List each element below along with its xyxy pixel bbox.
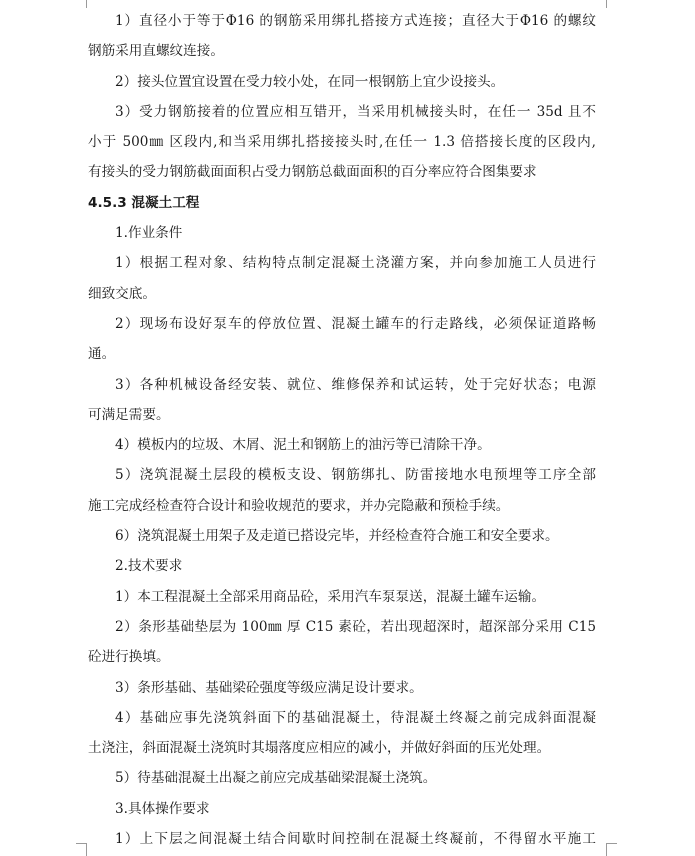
subsection-title: 1.作业条件 — [115, 225, 183, 242]
text-line: 3）各种机械设备经安装、就位、维修保养和试运转，处于完好状态；电源 — [115, 376, 596, 393]
page-corner-mark-top-left — [76, 0, 87, 8]
text-line: 2）现场布设好泵车的停放位置、混凝土罐车的行走路线，必须保证道路畅 — [115, 315, 596, 332]
document-body — [88, 6, 596, 854]
text-line: 1）上下层之间混凝土结合间歇时间控制在混凝土终凝前，不得留水平施工 — [115, 831, 596, 848]
page-corner-mark-top-right — [606, 0, 617, 8]
text-line: 钢筋采用直螺纹连接。 — [88, 43, 224, 60]
text-line: 4）模板内的垃圾、木屑、泥土和钢筋上的油污等已清除干净。 — [115, 437, 491, 454]
text-line: 4）基础应事先浇筑斜面下的基础混凝土，待混凝土终凝之前完成斜面混凝 — [115, 709, 596, 726]
text-line: 1）直径小于等于Φ16 的钢筋采用绑扎搭接方式连接；直径大于Φ16 的螺纹 — [115, 13, 596, 29]
text-line: 细致交底。 — [88, 285, 156, 302]
section-heading: 4.5.3 混凝土工程 — [88, 194, 200, 211]
text-line: 1）本工程混凝土全部采用商品砼，采用汽车泵泵送，混凝土罐车运输。 — [115, 588, 546, 605]
text-line: 3）受力钢筋接着的位置应相互错开，当采用机械接头时，在任一 35d 且不 — [115, 103, 596, 120]
text-line: 有接头的受力钢筋截面面积占受力钢筋总截面面积的百分率应符合图集要求 — [88, 164, 537, 181]
subsection-title: 3.具体操作要求 — [115, 800, 210, 817]
page-corner-mark-bottom-left — [76, 843, 87, 856]
text-line: 5）待基础混凝土出凝之前应完成基础梁混凝土浇筑。 — [115, 770, 437, 787]
text-line: 2）条形基础垫层为 100㎜ 厚 C15 素砼，若出现超深时，超深部分采用 C15 — [115, 618, 596, 635]
text-line: 小于 500㎜ 区段内,和当采用绑扎搭接接头时,在任一 1.3 倍搭接长度的区段内, — [88, 134, 596, 151]
text-line: 5）浇筑混凝土层段的模板支设、钢筋绑扎、防雷接地水电预埋等工序全部 — [115, 467, 596, 484]
text-line: 施工完成经检查符合设计和验收规范的要求，并办完隐蔽和预检手续。 — [88, 497, 510, 514]
text-line: 通。 — [88, 346, 116, 363]
subsection-title: 2.技术要求 — [115, 558, 183, 575]
page-corner-mark-bottom-right — [606, 843, 617, 856]
text-line: 土浇注，斜面混凝土浇筑时其塌落度应相应的减小，并做好斜面的压光处理。 — [88, 740, 551, 757]
text-line: 2）接头位置宜设置在受力较小处，在同一根钢筋上宜少设接头。 — [115, 73, 505, 90]
text-line: 砼进行换填。 — [88, 649, 170, 666]
text-line: 1）根据工程对象、结构特点制定混凝土浇灌方案，并向参加施工人员进行 — [115, 255, 596, 272]
text-line: 6）浇筑混凝土用架子及走道已搭设完毕，并经检查符合施工和安全要求。 — [115, 528, 559, 545]
text-line: 3）条形基础、基础梁砼强度等级应满足设计要求。 — [115, 679, 423, 696]
text-line: 可满足需要。 — [88, 406, 170, 423]
